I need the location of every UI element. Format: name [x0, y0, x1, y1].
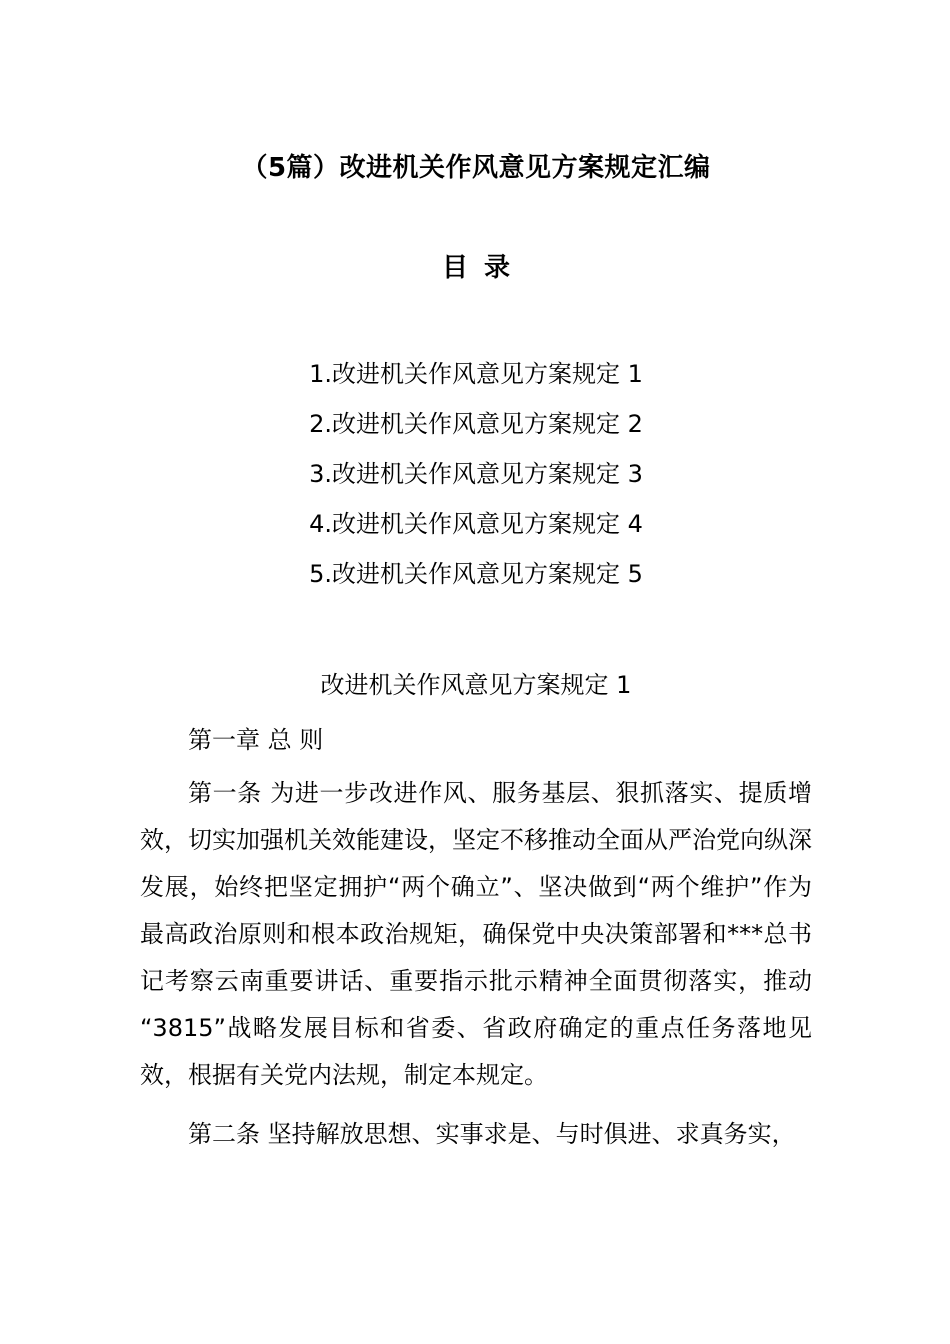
toc-entry-label: 5.改进机关作风意见方案规定 5 [309, 559, 643, 588]
toc-entry-label: 3.改进机关作风意见方案规定 3 [309, 459, 643, 488]
toc-entry-label: 4.改进机关作风意见方案规定 4 [309, 509, 643, 538]
list-item[interactable] [140, 349, 812, 399]
toc-heading-char-left: 目 [441, 253, 468, 284]
list-item[interactable] [140, 499, 812, 549]
toc-heading-char-right: 录 [484, 253, 511, 284]
table-of-contents-list [140, 287, 812, 599]
list-item[interactable] [140, 449, 812, 499]
body-paragraph: 第二条 坚持解放思想、实事求是、与时俱进、求真务实， [188, 1119, 796, 1148]
body-paragraph: 第一条 为进一步改进作风、服务基层、狠抓落实、提质增效，切实加强机关效能建设，坚定不移推动全面从严治党向纵深发展，始终把坚定拥护“两个确立”、坚决做到“两个维护”作为最高政治原则和根本政治规矩，确保党中央决策部署和***总书记考察云南重要讲话、重要指示批示精神全面贯彻落实，推动“3815”战略发展目标和省委、省政府确定的重点任务落地见效，根据有关党内法规，制定本规定。 [140, 778, 812, 1089]
table-of-contents-heading [140, 186, 812, 286]
page-title: （5篇）改进机关作风意见方案规定汇编 [241, 153, 711, 183]
page-content [140, 0, 812, 1158]
section-heading: 改进机关作风意见方案规定 1 [320, 670, 632, 699]
list-item[interactable] [140, 549, 812, 599]
list-item[interactable] [140, 399, 812, 449]
chapter-heading: 第一章 总 则 [188, 726, 324, 755]
toc-entry-label: 2.改进机关作风意见方案规定 2 [309, 409, 643, 438]
toc-entry-label: 1.改进机关作风意见方案规定 1 [309, 359, 643, 388]
